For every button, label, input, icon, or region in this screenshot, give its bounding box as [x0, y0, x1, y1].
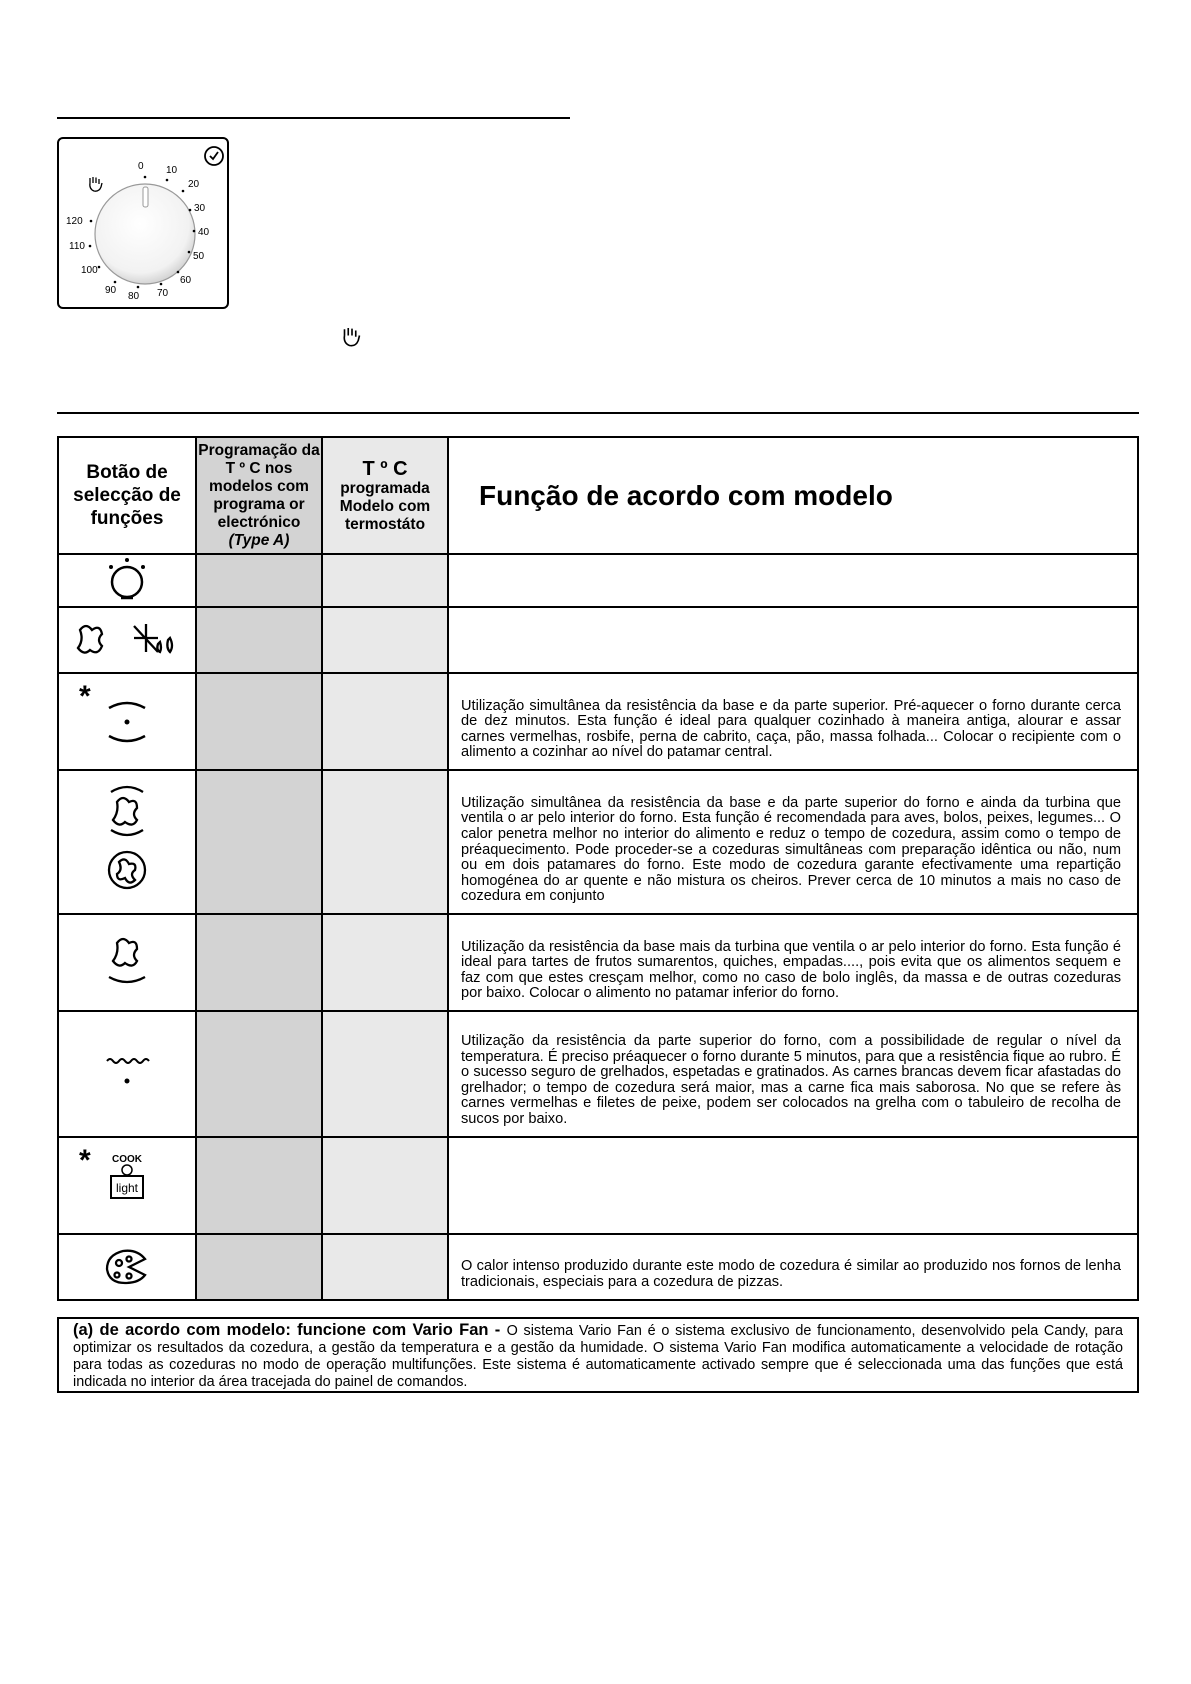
table-row [58, 914, 1138, 1011]
pizza-icon [99, 1245, 155, 1289]
fan-assisted-icon [99, 782, 155, 902]
row-icon-cell [58, 770, 196, 914]
row-thermostat-cell [322, 673, 448, 770]
row-type-a-cell [196, 554, 322, 607]
row-description: Utilização da resistência da base mais da turbina que ventila o ar pelo interior do forno. Esta função é ideal para tartes de frutos sumarentos, quiches, empadas...., pois evita que os alimentos sequem e faz com que estes cresçam melhor, como no caso de bolo inglês, da massa e de outras cozeduras por baixo. Colocar o alimento no patamar inferior do forno. [448, 914, 1138, 1011]
tick-90: 90 [105, 285, 117, 296]
knob-indicator [143, 187, 148, 207]
tick-40: 40 [198, 227, 210, 238]
header-thermostat-text: programada Modelo com termostáto [339, 479, 431, 533]
row-thermostat-cell [322, 1137, 448, 1234]
row-thermostat-cell [322, 914, 448, 1011]
model-asterisk: * [79, 1143, 91, 1177]
row-thermostat-cell [322, 607, 448, 673]
note-body: O sistema Vario Fan é o sistema exclusivo de funcionamento, desenvolvido pela Candy, para optimizar os resultados da cozedura, a gestão da temperatura e a gestão da humidade. O sistema Vario Fan modifica automaticamente a velocidade de rotação para todas as cozeduras no modo de operação multifunções. Este sistema é automaticamente activado sempre que é seleccionada uma das funções que está indicada no interior da área tracejada do painel de comandos. [73, 1323, 1123, 1390]
tick-60: 60 [180, 275, 192, 286]
section-rule [57, 412, 1139, 414]
tick-0: 0 [138, 161, 144, 172]
row-description: O calor intenso produzido durante este modo de cozedura é similar ao produzido nos fornos de lenha tradicionais, especiais para a cozedura de pizzas. [448, 1234, 1138, 1300]
row-icon-cell [58, 673, 196, 770]
tick-10: 10 [166, 165, 178, 176]
tick-30: 30 [194, 203, 206, 214]
defrost-fan-icon [72, 618, 182, 662]
hand-icon [342, 328, 362, 348]
header-temp-symbol: T º C [362, 457, 408, 480]
row-thermostat-cell [322, 554, 448, 607]
table-header-row [58, 437, 1138, 554]
cook-light-icon [97, 1150, 157, 1220]
table-row [58, 1011, 1138, 1137]
row-type-a-cell [196, 673, 322, 770]
cook-light-bottom-label: light [115, 1181, 139, 1196]
row-thermostat-cell [322, 770, 448, 914]
header-function-description: Função de acordo com modelo [448, 437, 1138, 554]
row-icon-cell [58, 1137, 196, 1234]
row-type-a-cell [196, 607, 322, 673]
tick-110: 110 [69, 241, 85, 252]
row-description [448, 607, 1138, 673]
row-description [448, 1137, 1138, 1234]
table-row [58, 607, 1138, 673]
header-type-a [196, 437, 322, 554]
row-type-a-cell [196, 1137, 322, 1234]
header-type-a-text: Programação da T º C nos modelos com programa or electrónico [198, 441, 320, 531]
timer-dial-drawing [59, 139, 229, 309]
tick-50: 50 [193, 251, 205, 262]
top-rule [57, 117, 570, 119]
timer-dial-panel [57, 137, 229, 309]
row-icon-cell [58, 607, 196, 673]
vario-fan-note [57, 1317, 1139, 1393]
row-thermostat-cell [322, 1234, 448, 1300]
tick-20: 20 [188, 179, 200, 190]
row-description: Utilização da resistência da parte superior do forno, com a possibilidade de regular o nível da temperatura. É preciso préaquecer o forno durante 5 minutos, para que a resistência fique ao rubro. É o sucesso seguro de grelhados, espetadas e gratinados. As carnes brancas devem ficar afastadas do grelhador; o tempo de cozedura será maior, mas a carne fica mais saborosa. No que se refere às carnes vermelhas e filetes de peixe, podem ser colocados na grelha com o tabuleiro de recolha de sucos por baixo. [448, 1011, 1138, 1137]
table-row [58, 673, 1138, 770]
row-description [448, 554, 1138, 607]
row-type-a-cell [196, 1234, 322, 1300]
row-type-a-cell [196, 914, 322, 1011]
row-icon-cell [58, 1234, 196, 1300]
fan-bottom-heat-icon [99, 933, 155, 993]
row-description: Utilização simultânea da resistência da base e da parte superior. Pré-aquecer o forno durante cerca de dez minutos. Esta função é ideal para qualquer cozinhado à maneira antiga, alourar e assar carnes vermelhas, rosbife, perna de cabrito, caça, pão, massa folhada... Colocar o recipiente com o alimento a cozinhar ao nível do patamar central. [448, 673, 1138, 770]
oven-functions-table [57, 436, 1139, 1301]
table-row [58, 1137, 1138, 1234]
table-row [58, 1234, 1138, 1300]
tick-80: 80 [128, 291, 140, 302]
row-thermostat-cell [322, 1011, 448, 1137]
tick-70: 70 [157, 288, 169, 299]
row-icon-cell [58, 914, 196, 1011]
hand-icon [90, 177, 102, 191]
conventional-heat-icon [101, 692, 153, 752]
header-thermostat [322, 437, 448, 554]
table-row [58, 770, 1138, 914]
oven-lamp-icon [101, 556, 153, 606]
row-icon-cell [58, 1011, 196, 1137]
row-icon-cell [58, 554, 196, 607]
note-lead: (a) de acordo com modelo: funcione com Vario Fan - [73, 1321, 507, 1339]
row-description: Utilização simultânea da resistência da base e da parte superior do forno e ainda da turbina que ventila o ar pelo interior do forno. Esta função é recomendada para aves, bolos, peixes, legumes... O calor penetra melhor no interior do alimento e reduz o tempo de cozedura, assim como o tempo de préaquecimento. Pode proceder-se a cozeduras simultâneas com preparação idêntica ou não, num ou em dois patamares do forno. Este modo de cozedura garante efectivamente uma repartição homogénea do ar quente e não mistura os cheiros. Prever cerca de 10 minutos a mais no caso de cozedura em conjunto [448, 770, 1138, 914]
grill-icon [99, 1049, 155, 1099]
tick-100: 100 [81, 265, 98, 276]
row-type-a-cell [196, 1011, 322, 1137]
cook-light-top-label: COOK [112, 1154, 142, 1166]
table-row [58, 554, 1138, 607]
clock-icon [205, 147, 223, 165]
header-type-a-label: (Type A) [228, 531, 290, 549]
model-asterisk: * [79, 680, 91, 713]
row-type-a-cell [196, 770, 322, 914]
tick-120: 120 [66, 216, 83, 227]
header-function-selector: Botão de selecção de funções [58, 437, 196, 554]
